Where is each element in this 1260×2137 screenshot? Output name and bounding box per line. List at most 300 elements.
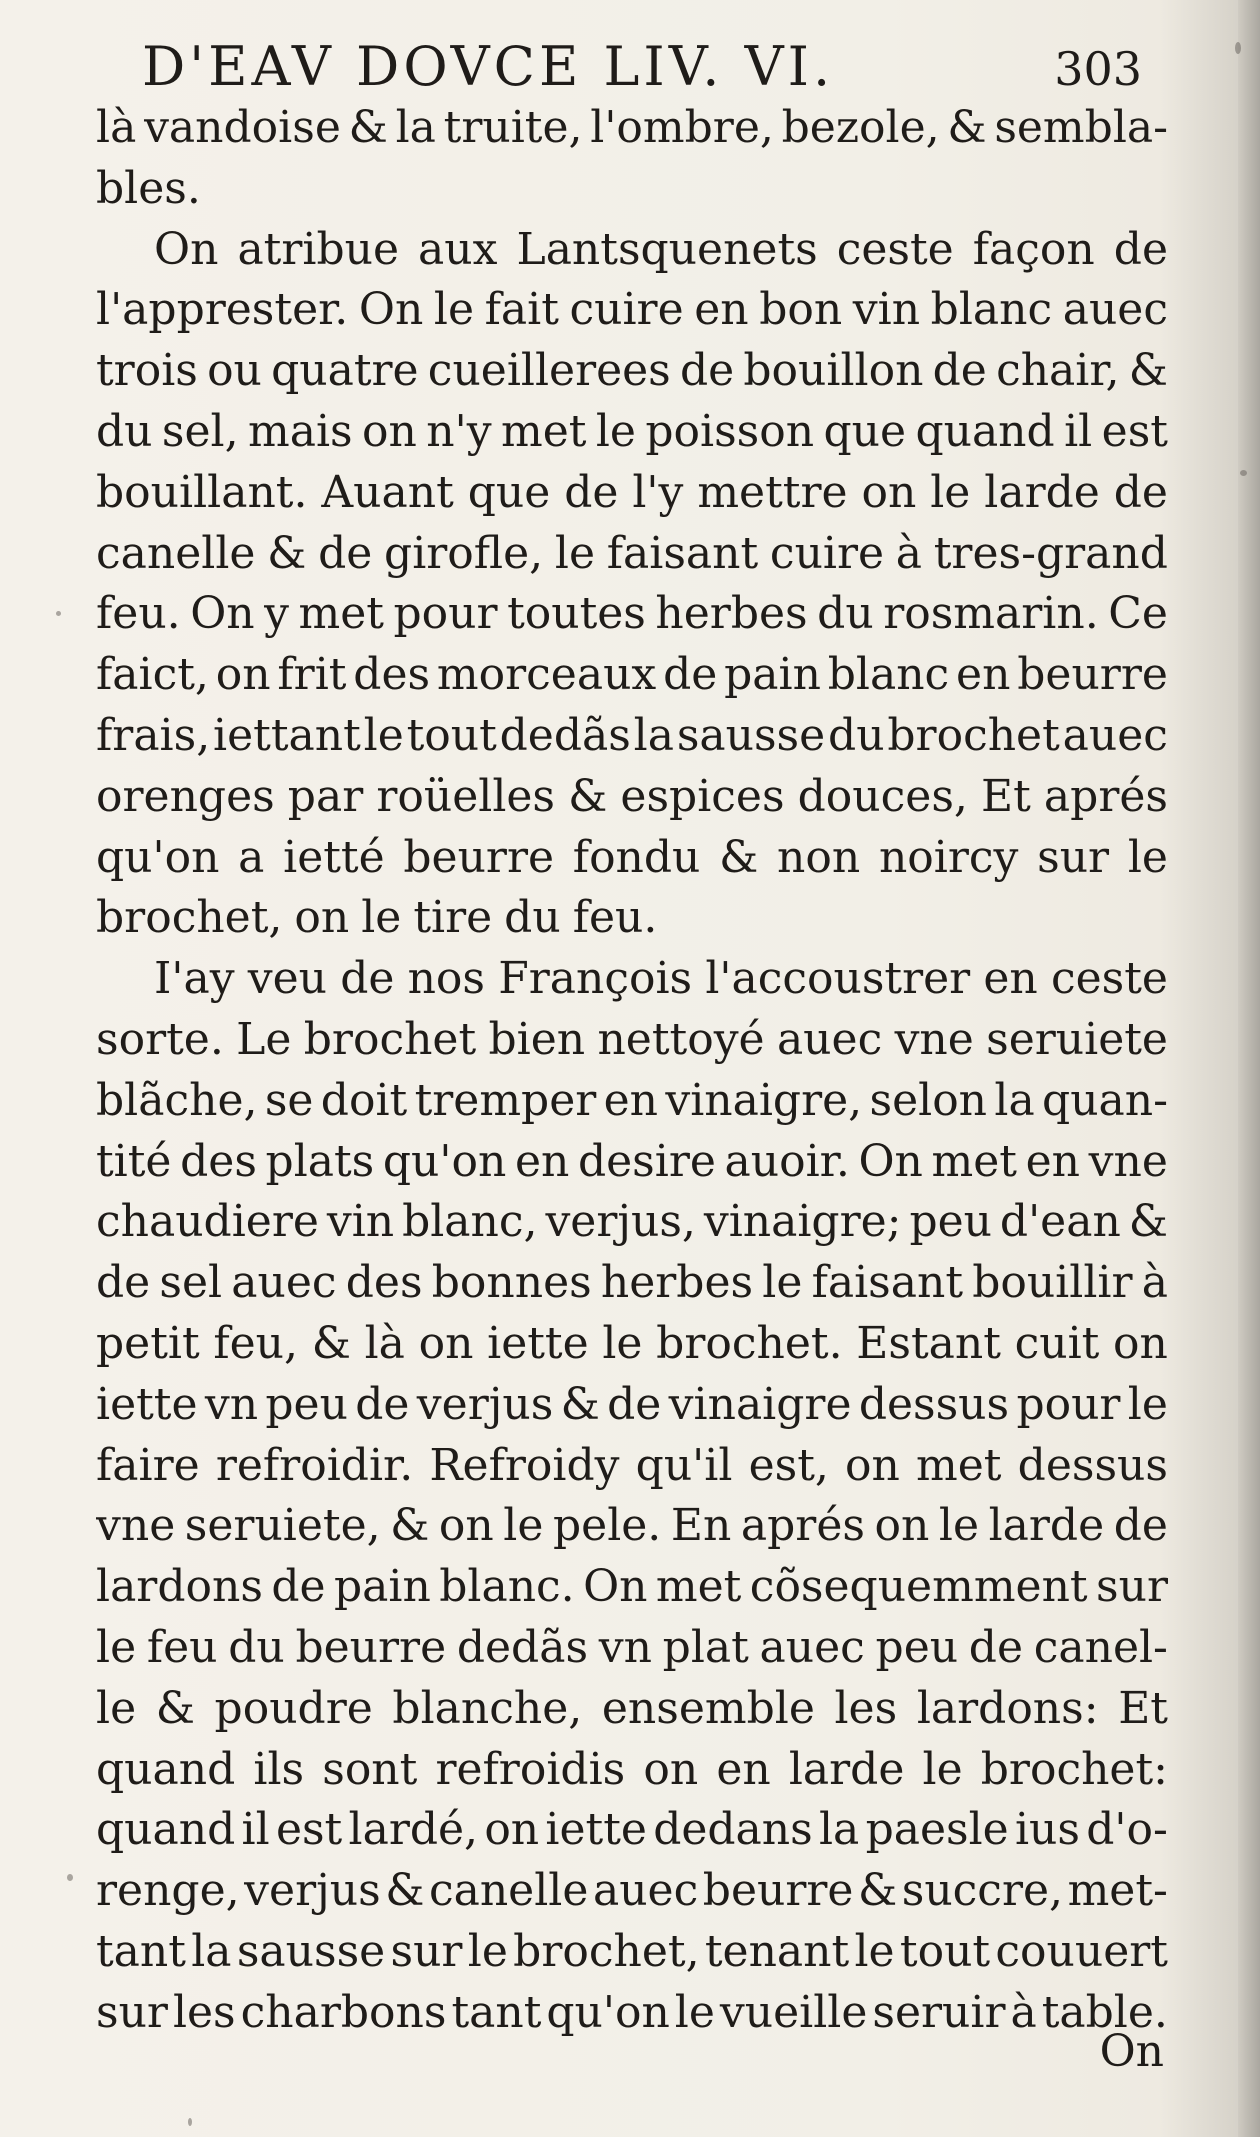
word: pain bbox=[724, 649, 821, 701]
word: sembla- bbox=[994, 102, 1168, 153]
word: refroidis bbox=[435, 1743, 626, 1795]
word: selon bbox=[869, 1074, 988, 1126]
text-line bbox=[96, 1253, 1168, 1314]
word: feu. bbox=[96, 588, 181, 640]
word: le bbox=[467, 1925, 508, 1977]
word: & bbox=[1128, 1196, 1168, 1248]
word: beurre bbox=[403, 831, 555, 883]
word: on bbox=[215, 649, 271, 701]
word: des bbox=[345, 1257, 423, 1309]
word: tout bbox=[899, 1925, 991, 1977]
word: & bbox=[560, 1378, 600, 1430]
word: larde bbox=[988, 1500, 1105, 1552]
word: du bbox=[828, 709, 885, 761]
word: dessus bbox=[1017, 1439, 1168, 1491]
word: on bbox=[438, 1500, 494, 1552]
word: le bbox=[602, 1317, 643, 1369]
word: dedãs bbox=[456, 1621, 589, 1673]
word: On bbox=[358, 284, 424, 336]
word: sont bbox=[322, 1743, 418, 1795]
word: pain bbox=[333, 1561, 431, 1613]
word: on bbox=[1113, 1317, 1168, 1369]
text-line bbox=[96, 280, 1168, 341]
word: larde bbox=[984, 466, 1100, 518]
word: de bbox=[340, 953, 395, 1005]
word: canelle bbox=[96, 527, 256, 579]
word: vne bbox=[1088, 1135, 1168, 1187]
word: que bbox=[467, 466, 551, 518]
word: lardons bbox=[96, 1561, 263, 1613]
word: faict, bbox=[96, 649, 209, 701]
word: peu bbox=[265, 1378, 348, 1430]
text-line bbox=[96, 1679, 1168, 1740]
text-line bbox=[96, 1983, 1168, 2044]
word: en bbox=[514, 1135, 570, 1187]
word: on bbox=[874, 1500, 930, 1552]
word: & bbox=[719, 831, 759, 883]
word: l'accoustrer bbox=[705, 953, 971, 1005]
word: seruiete bbox=[986, 1013, 1168, 1065]
word: orenges bbox=[96, 770, 275, 822]
word: pour bbox=[1016, 1378, 1121, 1430]
word: vinaigre; bbox=[703, 1196, 902, 1248]
word: iette bbox=[545, 1804, 647, 1856]
word: vn bbox=[598, 1621, 652, 1673]
text-line bbox=[96, 1557, 1168, 1618]
word: qu'on bbox=[96, 831, 220, 883]
word: qu'on bbox=[382, 1135, 507, 1187]
word: verjus bbox=[244, 1865, 381, 1917]
word: toutes bbox=[507, 588, 646, 640]
word: bles. bbox=[96, 162, 201, 214]
word: blanc, bbox=[402, 1196, 538, 1248]
word: qu'on bbox=[546, 1986, 670, 2038]
text-line bbox=[96, 220, 1168, 281]
word: de bbox=[968, 1621, 1024, 1673]
word: des bbox=[353, 649, 431, 701]
word: vne bbox=[96, 1500, 176, 1552]
word: met bbox=[298, 588, 384, 640]
word: & bbox=[1128, 345, 1168, 397]
text-line bbox=[96, 1375, 1168, 1436]
word: fait bbox=[484, 284, 559, 336]
word: faire bbox=[96, 1439, 200, 1491]
word: de bbox=[679, 345, 735, 397]
word: & bbox=[568, 770, 608, 822]
word: la bbox=[994, 1074, 1035, 1126]
word: & bbox=[311, 1317, 351, 1369]
word: le bbox=[96, 1682, 137, 1734]
word: d'o- bbox=[1086, 1804, 1168, 1856]
word: est bbox=[1101, 405, 1168, 457]
word: ceste bbox=[1050, 953, 1168, 1005]
word: aux bbox=[418, 223, 498, 275]
word: on bbox=[861, 466, 917, 518]
word: en bbox=[603, 1074, 659, 1126]
word: on bbox=[484, 1804, 540, 1856]
word: seruiete, bbox=[184, 1500, 381, 1552]
word: le bbox=[854, 1925, 895, 1977]
word: Estant bbox=[856, 1317, 1001, 1369]
word: là bbox=[364, 1317, 405, 1369]
word: mettre bbox=[697, 466, 848, 518]
word: Et bbox=[981, 770, 1031, 822]
word: girofle, bbox=[384, 527, 544, 579]
word: bouillir bbox=[972, 1257, 1133, 1309]
word: qu'il bbox=[635, 1439, 733, 1491]
word: lardons: bbox=[916, 1682, 1099, 1734]
word: vandoise bbox=[144, 102, 341, 153]
word: auec bbox=[1062, 709, 1168, 761]
word: ils bbox=[253, 1743, 305, 1795]
word: brochet. bbox=[656, 1317, 843, 1369]
word: blanc bbox=[827, 649, 950, 701]
word: poisson bbox=[645, 405, 815, 457]
word: pour bbox=[393, 588, 498, 640]
word: bien bbox=[488, 1013, 586, 1065]
word: vne bbox=[894, 1013, 974, 1065]
text-line bbox=[96, 706, 1168, 767]
word: bouillant. bbox=[96, 466, 308, 518]
word: ceste bbox=[836, 223, 954, 275]
word: On bbox=[154, 223, 219, 275]
word: chaudiere bbox=[96, 1196, 319, 1248]
word: herbes bbox=[600, 1257, 754, 1309]
word: tant bbox=[451, 1986, 542, 2038]
word: en bbox=[694, 284, 749, 336]
word: n'y bbox=[426, 405, 492, 457]
word: tité bbox=[96, 1135, 172, 1187]
word: on bbox=[643, 1743, 699, 1795]
text-line bbox=[96, 159, 1168, 220]
word: ietté bbox=[283, 831, 385, 883]
word: quand bbox=[915, 405, 1055, 457]
word: vin bbox=[852, 284, 921, 336]
text-line bbox=[96, 402, 1168, 463]
word: en bbox=[956, 649, 1011, 701]
word: de bbox=[564, 466, 619, 518]
word: de bbox=[607, 1378, 662, 1430]
word: est bbox=[275, 1804, 343, 1856]
running-head: D'EAV DOVCE LIV. VI. bbox=[142, 35, 835, 98]
word: de bbox=[932, 345, 987, 397]
ink-speck bbox=[188, 2118, 192, 2126]
word: la bbox=[633, 709, 674, 761]
word: auoir. bbox=[724, 1135, 850, 1187]
word: ensemble bbox=[601, 1682, 815, 1734]
word: le bbox=[361, 892, 402, 944]
word: plat bbox=[662, 1621, 749, 1673]
word: lardé, bbox=[348, 1804, 479, 1856]
text-line bbox=[96, 888, 1168, 949]
word: espices bbox=[620, 770, 785, 822]
word: Lantsquenets bbox=[516, 223, 818, 275]
body-text bbox=[96, 98, 1168, 2044]
word: tres-grand bbox=[933, 527, 1168, 579]
word: du bbox=[228, 1621, 285, 1673]
word: vinaigre bbox=[668, 1378, 852, 1430]
word: le bbox=[433, 284, 475, 336]
word: bon bbox=[759, 284, 843, 336]
word: le bbox=[674, 1986, 715, 2038]
word: verjus bbox=[416, 1378, 554, 1430]
word: l'ombre, bbox=[590, 102, 774, 153]
text-line bbox=[96, 1436, 1168, 1497]
text-line bbox=[96, 341, 1168, 402]
word: le bbox=[96, 1621, 137, 1673]
word: renge, bbox=[96, 1865, 240, 1917]
word: noircy bbox=[878, 831, 1019, 883]
word: à bbox=[1010, 1986, 1037, 2038]
text-line bbox=[96, 1314, 1168, 1375]
word: de bbox=[96, 1257, 151, 1309]
word: le bbox=[363, 709, 404, 761]
word: refroidir. bbox=[215, 1439, 414, 1491]
word: dedans bbox=[653, 1804, 813, 1856]
text-line bbox=[96, 767, 1168, 828]
page-gutter-shadow bbox=[1238, 0, 1260, 2137]
word: blanc. bbox=[439, 1561, 575, 1613]
word: peu bbox=[875, 1621, 959, 1673]
word: façon bbox=[972, 223, 1095, 275]
word: atribue bbox=[237, 223, 400, 275]
word: sel, bbox=[161, 405, 239, 457]
word: met bbox=[931, 1135, 1017, 1187]
word: met bbox=[916, 1439, 1002, 1491]
word: rosmarin. bbox=[883, 588, 1099, 640]
word: charbons bbox=[240, 1986, 447, 2038]
word: François bbox=[498, 953, 693, 1005]
word: il bbox=[241, 1804, 270, 1856]
word: blanc bbox=[930, 284, 1053, 336]
word: en bbox=[983, 953, 1038, 1005]
text-line bbox=[96, 524, 1168, 585]
word: cuire bbox=[569, 284, 684, 336]
word: canelle bbox=[428, 1865, 589, 1917]
word: on bbox=[362, 405, 417, 457]
word: beurre bbox=[702, 1865, 854, 1917]
word: beurre bbox=[295, 1621, 447, 1673]
word: le bbox=[930, 466, 971, 518]
word: les bbox=[172, 1986, 236, 2038]
text-line bbox=[96, 1010, 1168, 1071]
word: On bbox=[190, 588, 255, 640]
word: auec bbox=[231, 1257, 337, 1309]
word: paesle bbox=[865, 1804, 1009, 1856]
word: I'ay bbox=[154, 953, 235, 1005]
word: & bbox=[390, 1500, 430, 1552]
word: sorte. bbox=[96, 1013, 224, 1065]
text-line bbox=[96, 1861, 1168, 1922]
word: cueillerees bbox=[427, 345, 671, 397]
ink-speck bbox=[67, 1874, 73, 1881]
word: mais bbox=[248, 405, 353, 457]
word: Auant bbox=[321, 466, 454, 518]
word: plats bbox=[265, 1135, 375, 1187]
word: de bbox=[1113, 466, 1168, 518]
word: auec bbox=[776, 1013, 883, 1065]
word: frit bbox=[277, 649, 347, 701]
word: les bbox=[834, 1682, 898, 1734]
word: blanche, bbox=[392, 1682, 583, 1734]
word: d'ean bbox=[999, 1196, 1121, 1248]
word: cõsequemment bbox=[749, 1561, 1088, 1613]
text-line bbox=[96, 98, 1168, 159]
text-line bbox=[96, 1496, 1168, 1557]
word: vinaigre, bbox=[665, 1074, 863, 1126]
word: brochet, bbox=[513, 1925, 700, 1977]
word: le bbox=[554, 527, 596, 579]
word: met bbox=[500, 405, 587, 457]
word: de bbox=[355, 1378, 410, 1430]
word: On bbox=[858, 1135, 923, 1187]
word: brochet: bbox=[980, 1743, 1168, 1795]
word: la bbox=[191, 1925, 232, 1977]
word: verjus, bbox=[545, 1196, 696, 1248]
word: tire bbox=[413, 892, 493, 944]
word: Et bbox=[1118, 1682, 1168, 1734]
word: en bbox=[716, 1743, 771, 1795]
word: quan- bbox=[1042, 1074, 1168, 1126]
word: vin bbox=[326, 1196, 395, 1248]
word: il bbox=[1064, 405, 1093, 457]
text-line bbox=[96, 1618, 1168, 1679]
word: pele. bbox=[552, 1500, 662, 1552]
word: peu bbox=[909, 1196, 992, 1248]
word: ius bbox=[1014, 1804, 1080, 1856]
word: ou bbox=[207, 345, 262, 397]
word: bezole, bbox=[781, 102, 940, 153]
ink-speck bbox=[1240, 470, 1247, 476]
word: auec bbox=[759, 1621, 865, 1673]
word: le bbox=[595, 405, 636, 457]
word: chair, bbox=[996, 345, 1120, 397]
word: iettant bbox=[213, 709, 361, 761]
word: on bbox=[418, 1317, 474, 1369]
word: sausse bbox=[676, 709, 826, 761]
word: & bbox=[385, 1865, 425, 1917]
word: à bbox=[895, 527, 923, 579]
text-line bbox=[96, 463, 1168, 524]
word: brochet bbox=[887, 709, 1060, 761]
word: le bbox=[762, 1257, 803, 1309]
word: cuit bbox=[1014, 1317, 1100, 1369]
word: sur bbox=[1096, 1561, 1168, 1613]
word: frais, bbox=[96, 709, 211, 761]
word: feu bbox=[146, 1621, 218, 1673]
word: tout bbox=[406, 709, 497, 761]
word: & bbox=[947, 102, 987, 153]
word: de bbox=[271, 1561, 326, 1613]
catchword: On bbox=[1099, 2026, 1164, 2077]
word: de bbox=[1113, 223, 1168, 275]
word: herbes bbox=[655, 588, 808, 640]
word: canel- bbox=[1033, 1621, 1168, 1673]
word: du bbox=[96, 405, 153, 457]
word: on bbox=[294, 892, 350, 944]
word: seruir bbox=[872, 1986, 1006, 2038]
word: truite, bbox=[443, 102, 583, 153]
text-line bbox=[96, 1740, 1168, 1801]
word: dedãs bbox=[499, 709, 631, 761]
word: aprés bbox=[1043, 770, 1168, 822]
word: des bbox=[180, 1135, 257, 1187]
word: en bbox=[1025, 1135, 1080, 1187]
word: met bbox=[655, 1561, 742, 1613]
word: tremper bbox=[414, 1074, 597, 1126]
word: là bbox=[96, 102, 137, 153]
word: iette bbox=[487, 1317, 589, 1369]
word: l'y bbox=[632, 466, 684, 518]
word: le bbox=[1127, 831, 1168, 883]
word: bonnes bbox=[431, 1257, 592, 1309]
word: non bbox=[777, 831, 861, 883]
word: & bbox=[155, 1682, 195, 1734]
word: a bbox=[238, 831, 265, 883]
word: de bbox=[318, 527, 373, 579]
word: nettoyé bbox=[597, 1013, 765, 1065]
word: sur bbox=[1037, 831, 1110, 883]
word: feu. bbox=[572, 892, 658, 944]
word: iette bbox=[96, 1378, 198, 1430]
word: brochet, bbox=[96, 892, 283, 944]
text-line bbox=[96, 828, 1168, 889]
word: bouillon bbox=[743, 345, 924, 397]
text-line bbox=[96, 584, 1168, 645]
word: succre, bbox=[901, 1865, 1064, 1917]
ink-speck bbox=[56, 611, 61, 616]
word: sur bbox=[390, 1925, 463, 1977]
word: quand bbox=[96, 1743, 236, 1795]
word: Le bbox=[236, 1013, 292, 1065]
word: on bbox=[845, 1439, 900, 1491]
word: feu, bbox=[213, 1317, 298, 1369]
word: cuire bbox=[769, 527, 885, 579]
word: En bbox=[670, 1500, 732, 1552]
word: l'apprester. bbox=[96, 284, 349, 336]
word: quatre bbox=[271, 345, 419, 397]
word: veu bbox=[247, 953, 327, 1005]
word: Ce bbox=[1108, 588, 1168, 640]
word: le bbox=[922, 1743, 963, 1795]
word: roüelles bbox=[376, 770, 556, 822]
text-line bbox=[96, 1800, 1168, 1861]
word: auec bbox=[592, 1865, 699, 1917]
page-header bbox=[142, 32, 1142, 102]
word: doit bbox=[320, 1074, 408, 1126]
word: & bbox=[858, 1865, 898, 1917]
word: dessus bbox=[858, 1378, 1010, 1430]
word: & bbox=[267, 527, 307, 579]
text-line bbox=[96, 1132, 1168, 1193]
text-line bbox=[96, 1192, 1168, 1253]
word: à bbox=[1141, 1257, 1168, 1309]
word: tant bbox=[96, 1925, 186, 1977]
word: morceaux bbox=[436, 649, 657, 701]
text-line bbox=[96, 1922, 1168, 1983]
word: sur bbox=[96, 1986, 168, 2038]
word: de bbox=[1113, 1500, 1168, 1552]
word: fondu bbox=[572, 831, 701, 883]
word: le bbox=[938, 1500, 980, 1552]
word: met- bbox=[1067, 1865, 1168, 1917]
page-number: 303 bbox=[1054, 42, 1142, 96]
text-line bbox=[96, 1071, 1168, 1132]
word: On bbox=[583, 1561, 648, 1613]
word: que bbox=[823, 405, 907, 457]
word: aprés bbox=[740, 1500, 865, 1552]
word: vn bbox=[204, 1378, 259, 1430]
